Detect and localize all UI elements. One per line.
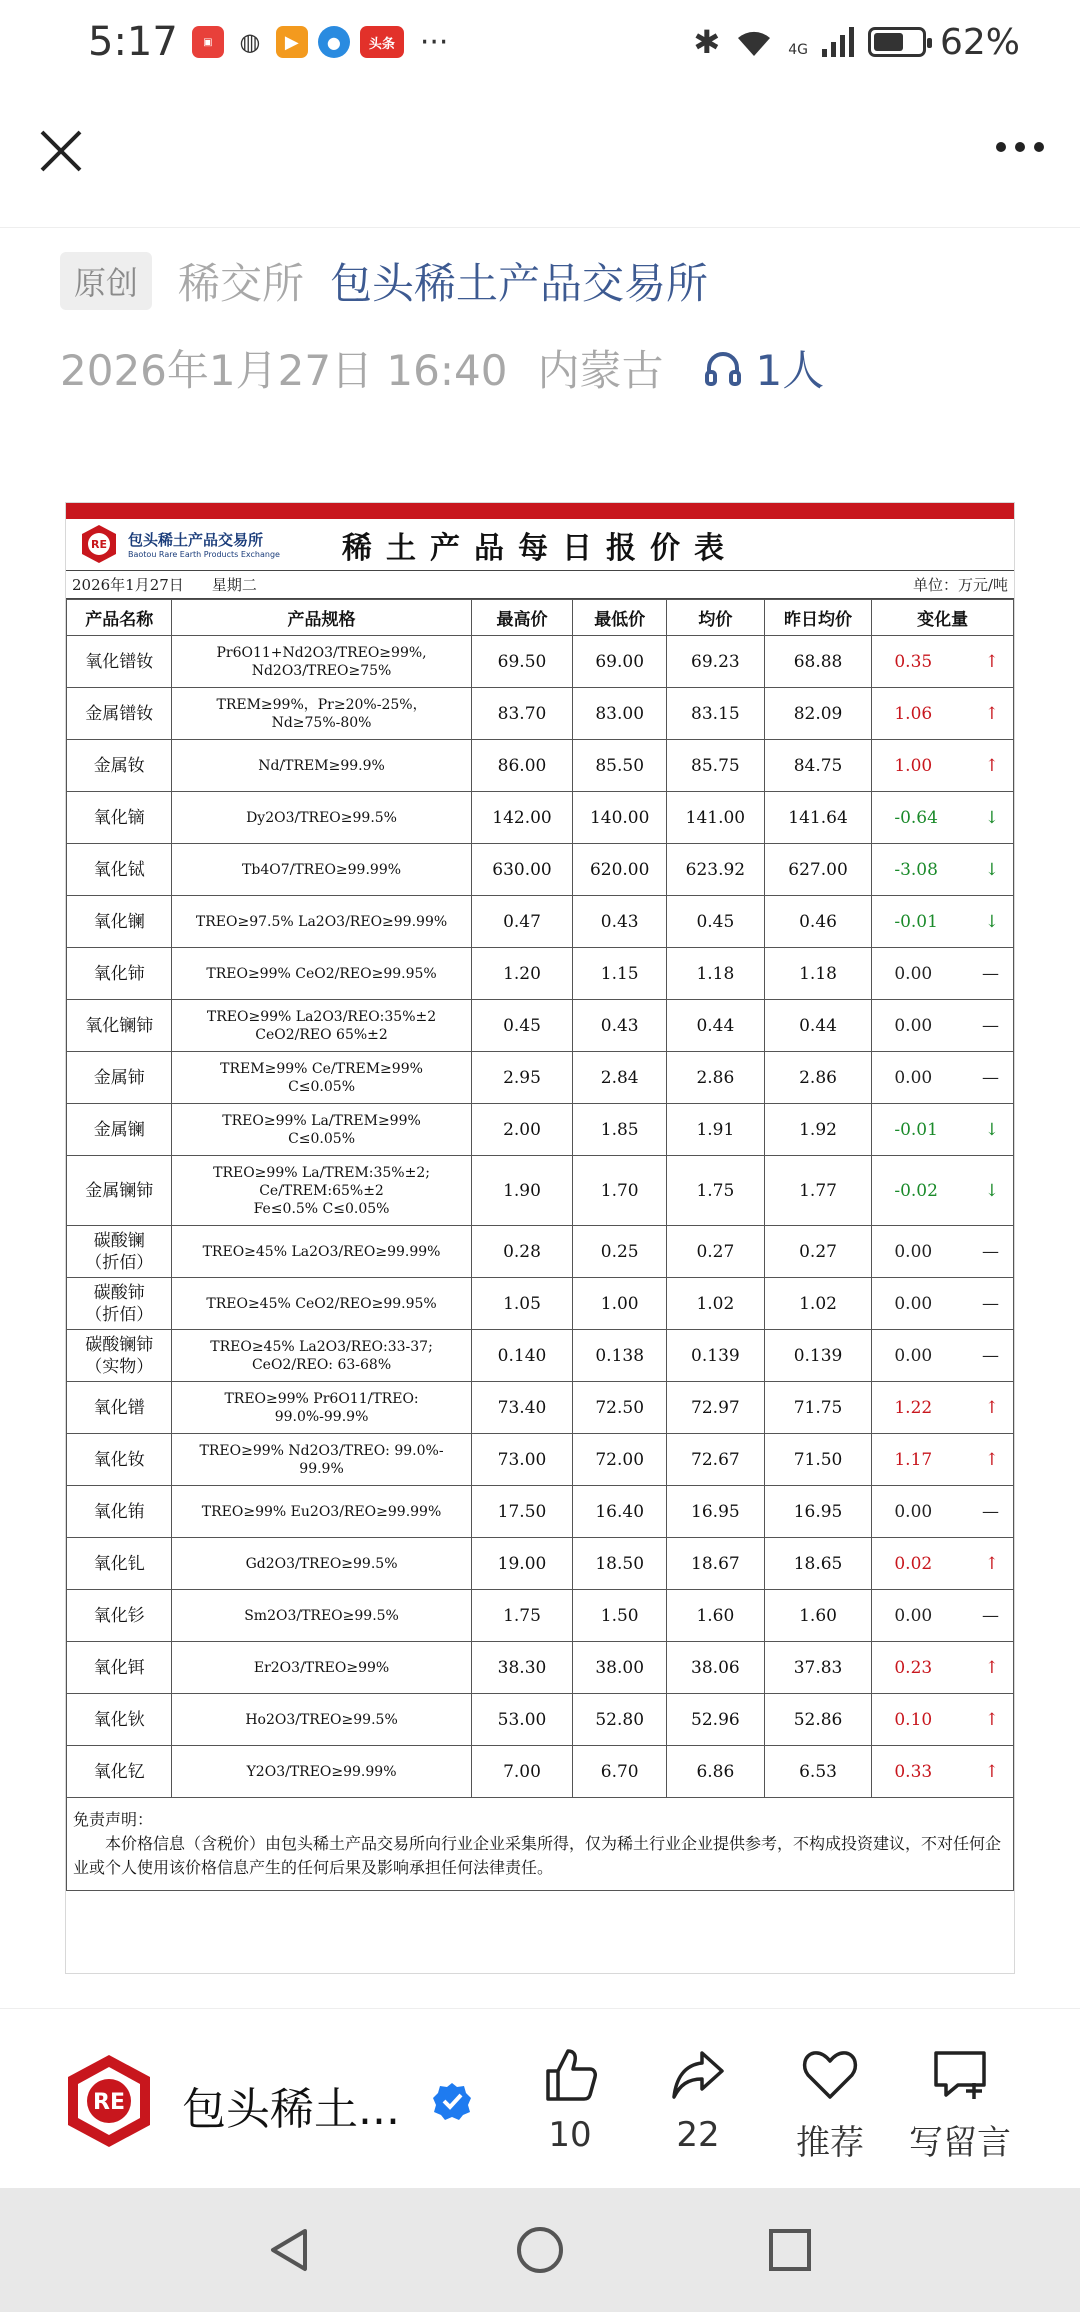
high-price-cell: 17.50	[471, 1486, 573, 1538]
product-name-cell: 氧化铽	[67, 844, 172, 896]
arrow-up-icon: ↑	[984, 1397, 999, 1418]
disclaimer-text: 本价格信息（含税价）由包头稀土产品交易所向行业企业采集所得，仅为稀土行业企业提供参考，不构成投资建议，不对任何企业或个人使用该价格信息产生的任何后果及影响承担任何法律责任。	[73, 1834, 1002, 1877]
table-row	[67, 1746, 1014, 1798]
prev-avg-price-cell: 37.83	[764, 1642, 872, 1694]
high-price-cell: 1.05	[471, 1278, 573, 1330]
change-value: -0.64	[894, 807, 938, 828]
comment-add-icon	[930, 2045, 990, 2105]
prev-avg-price-cell: 1.92	[764, 1104, 872, 1156]
change-cell	[872, 636, 1014, 688]
avg-price-cell: 18.67	[667, 1538, 765, 1590]
table-row	[67, 1330, 1014, 1382]
high-price-cell: 83.70	[471, 688, 573, 740]
high-price-cell: 0.28	[471, 1226, 573, 1278]
prev-avg-price-cell: 52.86	[764, 1694, 872, 1746]
prev-avg-price-cell: 6.53	[764, 1746, 872, 1798]
arrow-up-icon: ↑	[984, 755, 999, 776]
comment-button[interactable]	[900, 2045, 1020, 2164]
product-name-cell: 氧化镨钕	[67, 636, 172, 688]
table-header-row	[67, 600, 1014, 636]
recommend-button[interactable]	[770, 2045, 890, 2164]
share-button[interactable]	[638, 2045, 758, 2155]
table-row	[67, 896, 1014, 948]
low-price-cell: 69.00	[573, 636, 667, 688]
product-name-cell: 碳酸镧铈 （实物）	[67, 1330, 172, 1382]
product-spec-cell: Sm2O3/TREO≥99.5%	[172, 1590, 471, 1642]
change-value: 0.00	[894, 1015, 933, 1036]
notification-icons	[192, 25, 449, 60]
product-spec-cell: Y2O3/TREO≥99.99%	[172, 1746, 471, 1798]
product-name-cell: 氧化镨	[67, 1382, 172, 1434]
high-price-cell: 19.00	[471, 1538, 573, 1590]
sheet-date: 2026年1月27日	[72, 576, 184, 594]
product-spec-cell: TREM≥99% Ce/TREM≥99% C≤0.05%	[172, 1052, 471, 1104]
prev-avg-price-cell: 71.75	[764, 1382, 872, 1434]
table-row	[67, 1694, 1014, 1746]
arrow-up-icon: ↑	[984, 1553, 999, 1574]
change-cell	[872, 1226, 1014, 1278]
col-header-avg: 均价	[667, 600, 765, 636]
change-cell	[872, 1538, 1014, 1590]
prev-avg-price-cell: 627.00	[764, 844, 872, 896]
table-row	[67, 1642, 1014, 1694]
status-time: 5:17	[88, 19, 178, 65]
comment-label: 写留言	[909, 2123, 1011, 2163]
change-value: -0.02	[894, 1180, 938, 1201]
change-cell	[872, 1156, 1014, 1226]
home-nav-icon[interactable]	[515, 2225, 565, 2275]
arrow-up-icon: ↑	[984, 651, 999, 672]
product-name-cell: 金属镨钕	[67, 688, 172, 740]
re-logo-icon	[78, 523, 120, 565]
publish-datetime: 2026年1月27日 16:40	[60, 346, 508, 395]
publish-region: 内蒙古	[537, 346, 664, 395]
change-cell	[872, 1746, 1014, 1798]
arrow-down-icon: ↓	[984, 859, 999, 880]
col-header-spec: 产品规格	[172, 600, 471, 636]
dash-icon: —	[982, 1015, 999, 1036]
high-price-cell: 86.00	[471, 740, 573, 792]
product-name-cell: 金属镧	[67, 1104, 172, 1156]
table-row	[67, 1538, 1014, 1590]
more-notifications-icon: ···	[419, 24, 449, 60]
toutiao-icon: 头条	[360, 26, 404, 58]
sheet-header	[66, 519, 1014, 571]
bottom-action-bar	[0, 2008, 1080, 2188]
prev-avg-price-cell: 84.75	[764, 740, 872, 792]
prev-avg-price-cell: 0.27	[764, 1226, 872, 1278]
change-value: 0.00	[894, 1345, 933, 1366]
original-badge: 原创	[60, 252, 152, 310]
high-price-cell: 69.50	[471, 636, 573, 688]
account-name[interactable]: 包头稀土...	[182, 2084, 400, 2135]
product-spec-cell: TREO≥99% La/TREM≥99% C≤0.05%	[172, 1104, 471, 1156]
avg-price-cell: 2.86	[667, 1052, 765, 1104]
sheet-weekday: 星期二	[211, 576, 257, 594]
product-name-cell: 金属铈	[67, 1052, 172, 1104]
back-nav-icon[interactable]	[265, 2225, 315, 2275]
table-row	[67, 1590, 1014, 1642]
article-source: 稀交所	[178, 259, 305, 308]
high-price-cell: 53.00	[471, 1694, 573, 1746]
col-header-high: 最高价	[471, 600, 573, 636]
avg-price-cell: 72.67	[667, 1434, 765, 1486]
avg-price-cell: 1.75	[667, 1156, 765, 1226]
low-price-cell: 85.50	[573, 740, 667, 792]
dash-icon: —	[982, 1605, 999, 1626]
heart-icon	[800, 2045, 860, 2105]
table-row	[67, 1156, 1014, 1226]
prev-avg-price-cell: 18.65	[764, 1538, 872, 1590]
avg-price-cell: 72.97	[667, 1382, 765, 1434]
like-count: 10	[548, 2115, 592, 2155]
browser-icon: ●	[318, 26, 350, 58]
logo-cn-text: 包头稀土产品交易所	[128, 531, 264, 549]
product-spec-cell: TREO≥45% La2O3/REO:33-37; CeO2/REO: 63-68%	[172, 1330, 471, 1382]
table-row	[67, 1104, 1014, 1156]
high-price-cell: 73.00	[471, 1434, 573, 1486]
huawei-app-icon: ▣	[192, 26, 224, 58]
arrow-up-icon: ↑	[984, 1657, 999, 1678]
high-price-cell: 1.20	[471, 948, 573, 1000]
sheet-top-bar	[66, 503, 1014, 519]
change-cell	[872, 948, 1014, 1000]
dash-icon: —	[982, 963, 999, 984]
exchange-logo	[78, 523, 280, 565]
product-name-cell: 氧化铒	[67, 1642, 172, 1694]
avg-price-cell: 1.91	[667, 1104, 765, 1156]
avg-price-cell: 1.02	[667, 1278, 765, 1330]
article-meta	[60, 250, 708, 312]
sheet-title: 稀土产品每日报价表	[342, 530, 738, 566]
low-price-cell: 0.43	[573, 896, 667, 948]
headphones-icon	[703, 348, 743, 388]
product-spec-cell: TREO≥45% La2O3/REO≥99.99%	[172, 1226, 471, 1278]
change-value: 1.17	[894, 1449, 933, 1470]
arrow-up-icon: ↑	[984, 1709, 999, 1730]
prev-avg-price-cell: 0.46	[764, 896, 872, 948]
col-header-prev: 昨日均价	[764, 600, 872, 636]
prev-avg-price-cell: 0.139	[764, 1330, 872, 1382]
top-nav	[0, 84, 1080, 228]
change-value: 0.00	[894, 1501, 933, 1522]
change-cell	[872, 1052, 1014, 1104]
product-spec-cell: Er2O3/TREO≥99%	[172, 1642, 471, 1694]
like-button[interactable]	[510, 2045, 630, 2155]
product-spec-cell: TREO≥99% Eu2O3/REO≥99.99%	[172, 1486, 471, 1538]
more-options-icon[interactable]	[996, 142, 1044, 152]
avg-price-cell: 0.139	[667, 1330, 765, 1382]
prev-avg-price-cell: 1.02	[764, 1278, 872, 1330]
col-header-low: 最低价	[573, 600, 667, 636]
avg-price-cell: 83.15	[667, 688, 765, 740]
prev-avg-price-cell: 1.18	[764, 948, 872, 1000]
table-row	[67, 1278, 1014, 1330]
sheet-subheader	[66, 571, 1014, 599]
prev-avg-price-cell: 82.09	[764, 688, 872, 740]
svg-text:RE: RE	[91, 538, 107, 551]
high-price-cell: 142.00	[471, 792, 573, 844]
product-spec-cell: Nd/TREM≥99.9%	[172, 740, 471, 792]
low-price-cell: 0.25	[573, 1226, 667, 1278]
disclaimer-title: 免责声明：	[73, 1810, 154, 1829]
col-header-change: 变化量	[872, 600, 1014, 636]
change-cell	[872, 1590, 1014, 1642]
table-row	[67, 948, 1014, 1000]
product-name-cell: 氧化铈	[67, 948, 172, 1000]
change-value: 0.00	[894, 1067, 933, 1088]
low-price-cell: 18.50	[573, 1538, 667, 1590]
product-name-cell: 氧化镧铈	[67, 1000, 172, 1052]
status-right	[693, 22, 1020, 63]
change-value: 1.06	[894, 703, 933, 724]
recents-nav-icon[interactable]	[765, 2225, 815, 2275]
avg-price-cell: 1.18	[667, 948, 765, 1000]
prev-avg-price-cell: 2.86	[764, 1052, 872, 1104]
change-value: 0.23	[894, 1657, 933, 1678]
account-avatar[interactable]	[64, 2053, 154, 2149]
change-value: 0.00	[894, 1293, 933, 1314]
prev-avg-price-cell: 0.44	[764, 1000, 872, 1052]
low-price-cell: 52.80	[573, 1694, 667, 1746]
logo-en-text: Baotou Rare Earth Products Exchange	[128, 550, 280, 559]
change-value: 1.00	[894, 755, 933, 776]
high-price-cell: 630.00	[471, 844, 573, 896]
avg-price-cell: 0.27	[667, 1226, 765, 1278]
change-cell	[872, 792, 1014, 844]
thumbs-up-icon	[540, 2045, 600, 2105]
table-row	[67, 1486, 1014, 1538]
arrow-up-icon: ↑	[984, 1449, 999, 1470]
change-value: 1.22	[894, 1397, 933, 1418]
arrow-down-icon: ↓	[984, 1180, 999, 1201]
low-price-cell: 6.70	[573, 1746, 667, 1798]
share-icon	[668, 2045, 728, 2105]
table-row	[67, 1434, 1014, 1486]
high-price-cell: 0.140	[471, 1330, 573, 1382]
table-row	[67, 688, 1014, 740]
change-cell	[872, 1330, 1014, 1382]
low-price-cell: 0.138	[573, 1330, 667, 1382]
prev-avg-price-cell: 1.77	[764, 1156, 872, 1226]
verified-icon	[432, 2081, 472, 2121]
high-price-cell: 1.90	[471, 1156, 573, 1226]
avg-price-cell: 6.86	[667, 1746, 765, 1798]
change-cell	[872, 1382, 1014, 1434]
product-spec-cell: Pr6O11+Nd2O3/TREO≥99%, Nd2O3/TREO≥75%	[172, 636, 471, 688]
wechat-icon: ◍	[234, 26, 266, 58]
high-price-cell: 73.40	[471, 1382, 573, 1434]
table-row	[67, 740, 1014, 792]
change-value: 0.00	[894, 1605, 933, 1626]
change-cell	[872, 844, 1014, 896]
change-cell	[872, 1278, 1014, 1330]
high-price-cell: 2.00	[471, 1104, 573, 1156]
system-nav-bar	[0, 2188, 1080, 2312]
product-name-cell: 氧化钇	[67, 1746, 172, 1798]
low-price-cell: 1.85	[573, 1104, 667, 1156]
change-cell	[872, 1104, 1014, 1156]
low-price-cell: 72.00	[573, 1434, 667, 1486]
sheet-unit: 单位：万元/吨	[912, 576, 1008, 594]
high-price-cell: 0.45	[471, 1000, 573, 1052]
product-spec-cell: TREO≥99% La/TREM:35%±2; Ce/TREM:65%±2 Fe≤0.5% C≤0.05%	[172, 1156, 471, 1226]
change-value: 0.00	[894, 1241, 933, 1262]
price-table	[66, 599, 1014, 1798]
change-cell	[872, 1000, 1014, 1052]
wifi-icon	[734, 26, 774, 58]
avg-price-cell: 0.44	[667, 1000, 765, 1052]
dash-icon: —	[982, 1345, 999, 1366]
low-price-cell: 1.50	[573, 1590, 667, 1642]
product-name-cell: 氧化钐	[67, 1590, 172, 1642]
table-row	[67, 792, 1014, 844]
product-name-cell: 金属钕	[67, 740, 172, 792]
table-row	[67, 1052, 1014, 1104]
product-name-cell: 氧化镧	[67, 896, 172, 948]
avg-price-cell: 38.06	[667, 1642, 765, 1694]
product-spec-cell: TREO≥99% Pr6O11/TREO: 99.0%-99.9%	[172, 1382, 471, 1434]
dash-icon: —	[982, 1067, 999, 1088]
svg-text:RE: RE	[93, 2090, 125, 2115]
prev-avg-price-cell: 68.88	[764, 636, 872, 688]
signal-icon	[822, 27, 854, 57]
dash-icon: —	[982, 1241, 999, 1262]
table-row	[67, 1000, 1014, 1052]
prev-avg-price-cell: 141.64	[764, 792, 872, 844]
arrow-up-icon: ↑	[984, 1761, 999, 1782]
arrow-down-icon: ↓	[984, 807, 999, 828]
change-value: 0.02	[894, 1553, 933, 1574]
change-cell	[872, 1486, 1014, 1538]
product-name-cell: 氧化钕	[67, 1434, 172, 1486]
share-count: 22	[676, 2115, 720, 2155]
avg-price-cell: 52.96	[667, 1694, 765, 1746]
change-value: 0.35	[894, 651, 933, 672]
close-icon[interactable]	[34, 124, 88, 178]
change-value: 0.33	[894, 1761, 933, 1782]
high-price-cell: 2.95	[471, 1052, 573, 1104]
product-spec-cell: TREO≥99% La2O3/REO:35%±2 CeO2/REO 65%±2	[172, 1000, 471, 1052]
low-price-cell: 140.00	[573, 792, 667, 844]
low-price-cell: 620.00	[573, 844, 667, 896]
product-spec-cell: Gd2O3/TREO≥99.5%	[172, 1538, 471, 1590]
high-price-cell: 1.75	[471, 1590, 573, 1642]
low-price-cell: 2.84	[573, 1052, 667, 1104]
change-cell	[872, 896, 1014, 948]
table-row	[67, 636, 1014, 688]
low-price-cell: 38.00	[573, 1642, 667, 1694]
low-price-cell: 1.00	[573, 1278, 667, 1330]
avg-price-cell: 1.60	[667, 1590, 765, 1642]
avg-price-cell: 0.45	[667, 896, 765, 948]
prev-avg-price-cell: 71.50	[764, 1434, 872, 1486]
arrow-down-icon: ↓	[984, 1119, 999, 1140]
product-spec-cell: Tb4O7/TREO≥99.99%	[172, 844, 471, 896]
low-price-cell: 83.00	[573, 688, 667, 740]
change-value: -0.01	[894, 1119, 938, 1140]
product-spec-cell: TREO≥99% CeO2/REO≥99.95%	[172, 948, 471, 1000]
avg-price-cell: 85.75	[667, 740, 765, 792]
change-cell	[872, 1642, 1014, 1694]
battery-percent: 62%	[939, 21, 1020, 63]
network-label: 4G	[788, 41, 808, 58]
change-cell	[872, 1694, 1014, 1746]
product-name-cell: 金属镧铈	[67, 1156, 172, 1226]
table-row	[67, 1226, 1014, 1278]
product-name-cell: 氧化钬	[67, 1694, 172, 1746]
table-row	[67, 1382, 1014, 1434]
product-spec-cell: TREO≥97.5% La2O3/REO≥99.99%	[172, 896, 471, 948]
product-name-cell: 碳酸铈 （折佰）	[67, 1278, 172, 1330]
table-row	[67, 844, 1014, 896]
price-sheet-image[interactable]	[65, 502, 1015, 1974]
battery-icon	[868, 27, 926, 57]
arrow-up-icon: ↑	[984, 703, 999, 724]
low-price-cell: 16.40	[573, 1486, 667, 1538]
change-value: -3.08	[894, 859, 938, 880]
bluetooth-icon: ✱	[693, 23, 721, 61]
prev-avg-price-cell: 1.60	[764, 1590, 872, 1642]
account-link[interactable]: 包头稀土产品交易所	[330, 259, 709, 308]
high-price-cell: 38.30	[471, 1642, 573, 1694]
arrow-down-icon: ↓	[984, 911, 999, 932]
product-spec-cell: Ho2O3/TREO≥99.5%	[172, 1694, 471, 1746]
col-header-name: 产品名称	[67, 600, 172, 636]
product-spec-cell: TREO≥45% CeO2/REO≥99.95%	[172, 1278, 471, 1330]
change-cell	[872, 1434, 1014, 1486]
avg-price-cell: 69.23	[667, 636, 765, 688]
high-price-cell: 0.47	[471, 896, 573, 948]
low-price-cell: 1.70	[573, 1156, 667, 1226]
product-spec-cell: Dy2O3/TREO≥99.5%	[172, 792, 471, 844]
avg-price-cell: 141.00	[667, 792, 765, 844]
article-info	[60, 338, 824, 398]
product-spec-cell: TREM≥99%，Pr≥20%-25%， Nd≥75%-80%	[172, 688, 471, 740]
avg-price-cell: 16.95	[667, 1486, 765, 1538]
dash-icon: —	[982, 1293, 999, 1314]
low-price-cell: 72.50	[573, 1382, 667, 1434]
recommend-label: 推荐	[796, 2123, 864, 2163]
product-name-cell: 氧化镝	[67, 792, 172, 844]
high-price-cell: 7.00	[471, 1746, 573, 1798]
product-name-cell: 氧化钆	[67, 1538, 172, 1590]
prev-avg-price-cell: 16.95	[764, 1486, 872, 1538]
avg-price-cell: 623.92	[667, 844, 765, 896]
listen-button[interactable]	[703, 338, 824, 398]
dash-icon: —	[982, 1501, 999, 1522]
low-price-cell: 0.43	[573, 1000, 667, 1052]
product-spec-cell: TREO≥99% Nd2O3/TREO: 99.0%- 99.9%	[172, 1434, 471, 1486]
change-cell	[872, 688, 1014, 740]
change-value: 0.00	[894, 963, 933, 984]
product-name-cell: 氧化铕	[67, 1486, 172, 1538]
status-bar	[0, 0, 1080, 84]
change-value: 0.10	[894, 1709, 933, 1730]
listener-count: 1人	[755, 346, 825, 395]
video-app-icon: ▶	[276, 26, 308, 58]
change-value: -0.01	[894, 911, 938, 932]
change-cell	[872, 740, 1014, 792]
product-name-cell: 碳酸镧 （折佰）	[67, 1226, 172, 1278]
disclaimer	[66, 1798, 1014, 1891]
low-price-cell: 1.15	[573, 948, 667, 1000]
